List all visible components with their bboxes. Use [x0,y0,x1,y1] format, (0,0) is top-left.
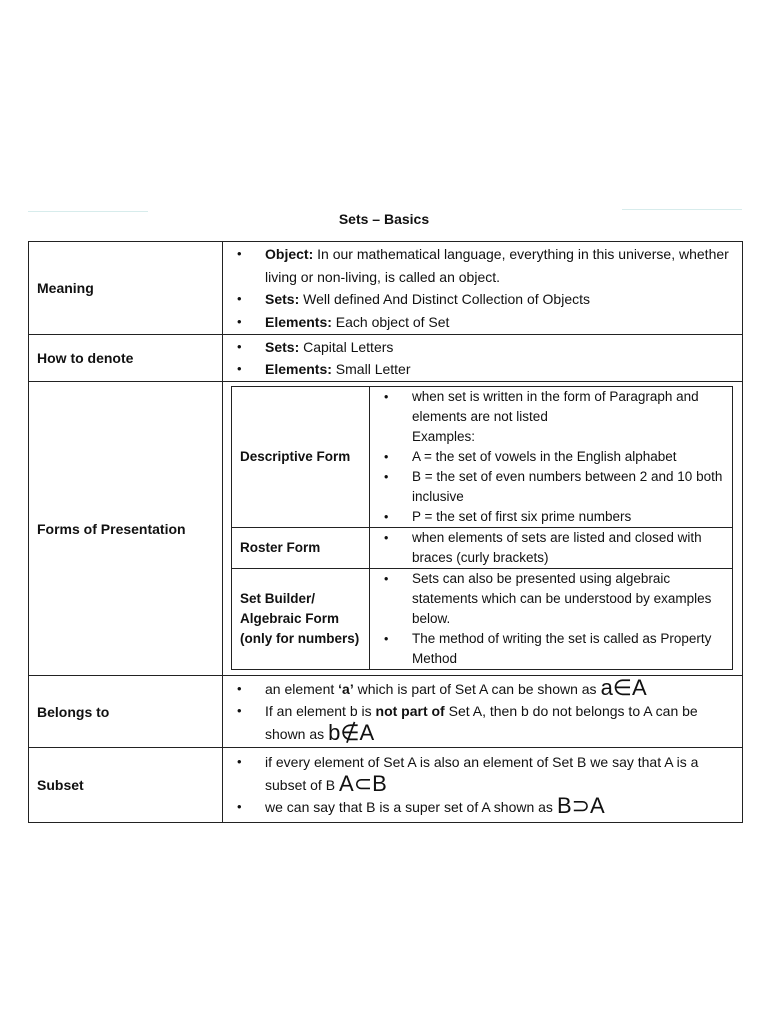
definition-sets: Well defined And Distinct Collection of Objects [299,291,591,307]
not-belongs-symbol: b∉A [328,719,375,745]
belongs-cell [223,676,743,748]
list-item: • The method of writing the set is called as Property Method [370,629,726,669]
inner-row-roster [232,528,733,569]
inner-row-descriptive [232,387,733,528]
row-label-subset: Subset [29,748,223,823]
list-item: • when elements of sets are listed and closed with braces (curly brackets) [370,528,726,568]
forms-inner-table [231,386,733,670]
list-item [223,793,732,819]
row-label-belongs: Belongs to [29,676,223,748]
page-title: Sets – Basics [338,211,430,227]
row-meaning [29,242,743,335]
list-item [223,751,732,796]
denote-elements: Small Letter [331,361,411,377]
inner-row-builder [232,569,733,670]
builder-list [370,569,732,669]
row-denote [29,335,743,382]
sets-basics-table [28,241,743,823]
list-item: • A = the set of vowels in the English alphabet [370,447,726,467]
list-item [223,243,732,288]
list-item [223,700,732,745]
text: we can say that B is a super set of A shown as [265,799,553,816]
roster-form-cell [370,528,733,569]
roster-list [370,528,732,568]
text: If an element b is [265,703,376,720]
list-item: • B = the set of even numbers between 2 and 10 both inclusive [370,467,726,507]
denote-cell [223,335,743,382]
row-belongs [29,676,743,748]
text: if every element of Set A is also an element of Set B we say that A is a subset of B [265,754,699,793]
row-label-denote: How to denote [29,335,223,382]
subset-cell [223,748,743,823]
subset-list [223,751,742,819]
definition-object: In our mathematical language, everything in this universe, whether living or non-living, is called an object. [265,246,729,285]
definition-elements: Each object of Set [331,313,450,330]
term-elements: Elements: [265,313,332,330]
row-forms [29,382,743,676]
text: Set A, then b do not belongs to A can be shown as [265,703,698,742]
descriptive-form-cell [370,387,733,528]
set-builder-form-cell [370,569,733,670]
text: which is part of Set A can be shown as [353,680,597,697]
row-label-meaning: Meaning [29,242,223,335]
list-item: • when set is written in the form of Paragraph and elements are not listed [370,387,726,427]
element-a-label: ‘a’ [338,680,354,697]
not-part-of-label: not part of [375,703,445,720]
list-item [223,358,732,381]
list-item [223,311,732,334]
subset-symbol: A⊂B [339,770,387,796]
list-item [223,336,732,359]
meaning-list [223,243,742,333]
roster-form-label: Roster Form [232,528,370,569]
belongs-symbol: a∈A [600,674,647,700]
decorative-rule-right [622,209,742,210]
examples-label: Examples: [412,429,476,444]
term-sets: Sets: [265,338,300,355]
descriptive-form-label: Descriptive Form [232,387,370,528]
descriptive-list [370,387,732,527]
text: an element [265,680,339,697]
list-item [223,674,732,701]
superset-symbol: B⊃A [556,793,605,819]
set-builder-form-label: Set Builder/ Algebraic Form (only for numbers) [232,569,370,670]
forms-inner-wrap [223,382,742,675]
row-subset [29,748,743,823]
term-elements: Elements: [265,361,332,377]
meaning-cell [223,242,743,335]
row-label-forms: Forms of Presentation [29,382,223,676]
denote-sets: Capital Letters [299,338,394,355]
list-item [223,288,732,311]
term-sets: Sets: [265,291,300,307]
denote-list [223,336,742,381]
belongs-list [223,674,742,746]
list-item: • Sets can also be presented using algebraic statements which can be understood by examples below. [370,569,726,629]
term-object: Object: [265,246,314,262]
forms-cell [223,382,743,676]
list-item: • P = the set of first six prime numbers [370,507,726,527]
